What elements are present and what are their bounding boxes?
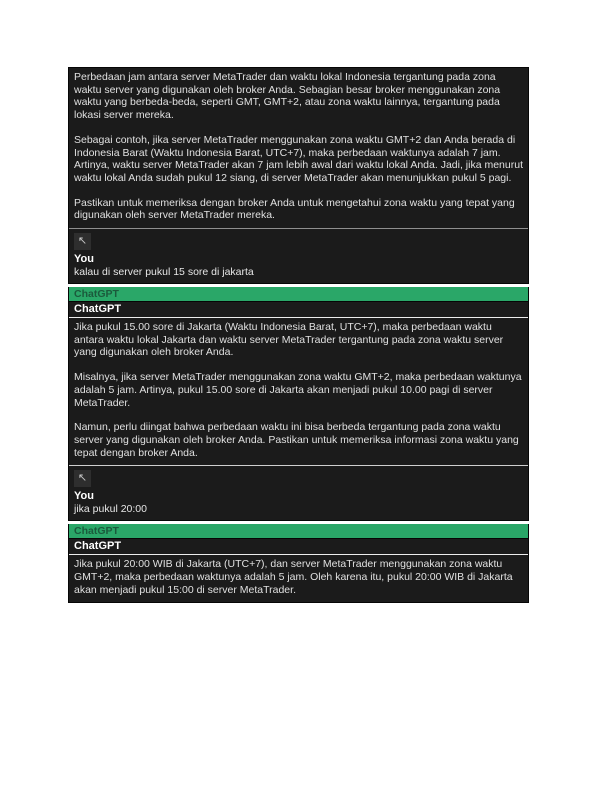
assistant-paragraph: Sebagai contoh, jika server MetaTrader menggunakan zona waktu GMT+2 dan Anda berada di Indonesia Barat (Waktu Indonesia Barat, UTC+7), maka perbedaan waktunya adalah 7 jam. Artinya, waktu server MetaTrader akan 7 jam lebih awal dari waktu lokal Anda. Jadi, jika menurut waktu lokal Anda sudah pukul 12 siang, di server MetaTrader akan menunjukkan pukul 5 pagi. [74,133,523,184]
assistant-message-body [69,555,528,602]
assistant-paragraph: Perbedaan jam antara server MetaTrader dan waktu lokal Indonesia tergantung pada zona waktu server yang digunakan oleh broker Anda. Sebagian besar broker menggunakan zona waktu yang berbeda-beda, seperti GMT, GMT+2, atau zona waktu lainnya, tergantung pada lokasi server mereka. [74,71,501,122]
assistant-paragraph: Pastikan untuk memeriksa dengan broker Anda untuk mengetahui zona waktu yang tepat yang digunakan oleh server MetaTrader mereka. [74,196,515,222]
assistant-paragraph: Jika pukul 20:00 WIB di Jakarta (UTC+7), dan server MetaTrader menggunakan zona waktu GMT+2, maka perbedaan waktunya adalah 5 jam. Oleh karena itu, pukul 20:00 WIB di Jakarta akan menjadi pukul 15:00 di server MetaTrader. [74,558,513,596]
user-avatar-icon [74,470,91,487]
chatgpt-header: ChatGPT [69,302,528,318]
assistant-message-body [69,68,528,228]
assistant-paragraph: Misalnya, jika server MetaTrader menggunakan zona waktu GMT+2, maka perbedaan waktunya adalah 5 jam. Artinya, pukul 15.00 sore di Jakarta akan menjadi pukul 10.00 pagi di server MetaTrader. [74,371,522,409]
assistant-message-block-1 [68,67,529,284]
user-avatar-icon [74,233,91,250]
arrow-glyph: ↖ [77,235,88,248]
assistant-paragraph: Jika pukul 15.00 sore di Jakarta (Waktu Indonesia Barat, UTC+7), maka perbedaan waktu antara waktu lokal Jakarta dan waktu server MetaTrader tergantung pada zona waktu server yang digunakan oleh broker Anda. [74,321,504,359]
user-label: You [74,490,94,503]
arrow-glyph: ↖ [77,472,88,485]
assistant-paragraph: Namun, perlu diingat bahwa perbedaan waktu ini bisa berbeda tergantung pada zona waktu server yang digunakan oleh broker Anda. Pastikan untuk memeriksa informasi zona waktu yang tepat dengan broker Anda. [74,421,519,459]
user-message-text: jika pukul 20:00 [74,503,147,516]
assistant-message-block-3 [68,538,529,603]
chatgpt-banner: ChatGPT [68,524,529,538]
user-message-block-2 [69,466,528,520]
chatgpt-banner: ChatGPT [68,287,529,301]
chat-screenshot [68,67,529,603]
user-message-text: kalau di server pukul 15 sore di jakarta [74,266,254,279]
assistant-message-block-2 [68,301,529,521]
chatgpt-header: ChatGPT [69,539,528,555]
user-label: You [74,253,94,266]
assistant-message-body [69,318,528,465]
user-message-block-1 [69,229,528,283]
